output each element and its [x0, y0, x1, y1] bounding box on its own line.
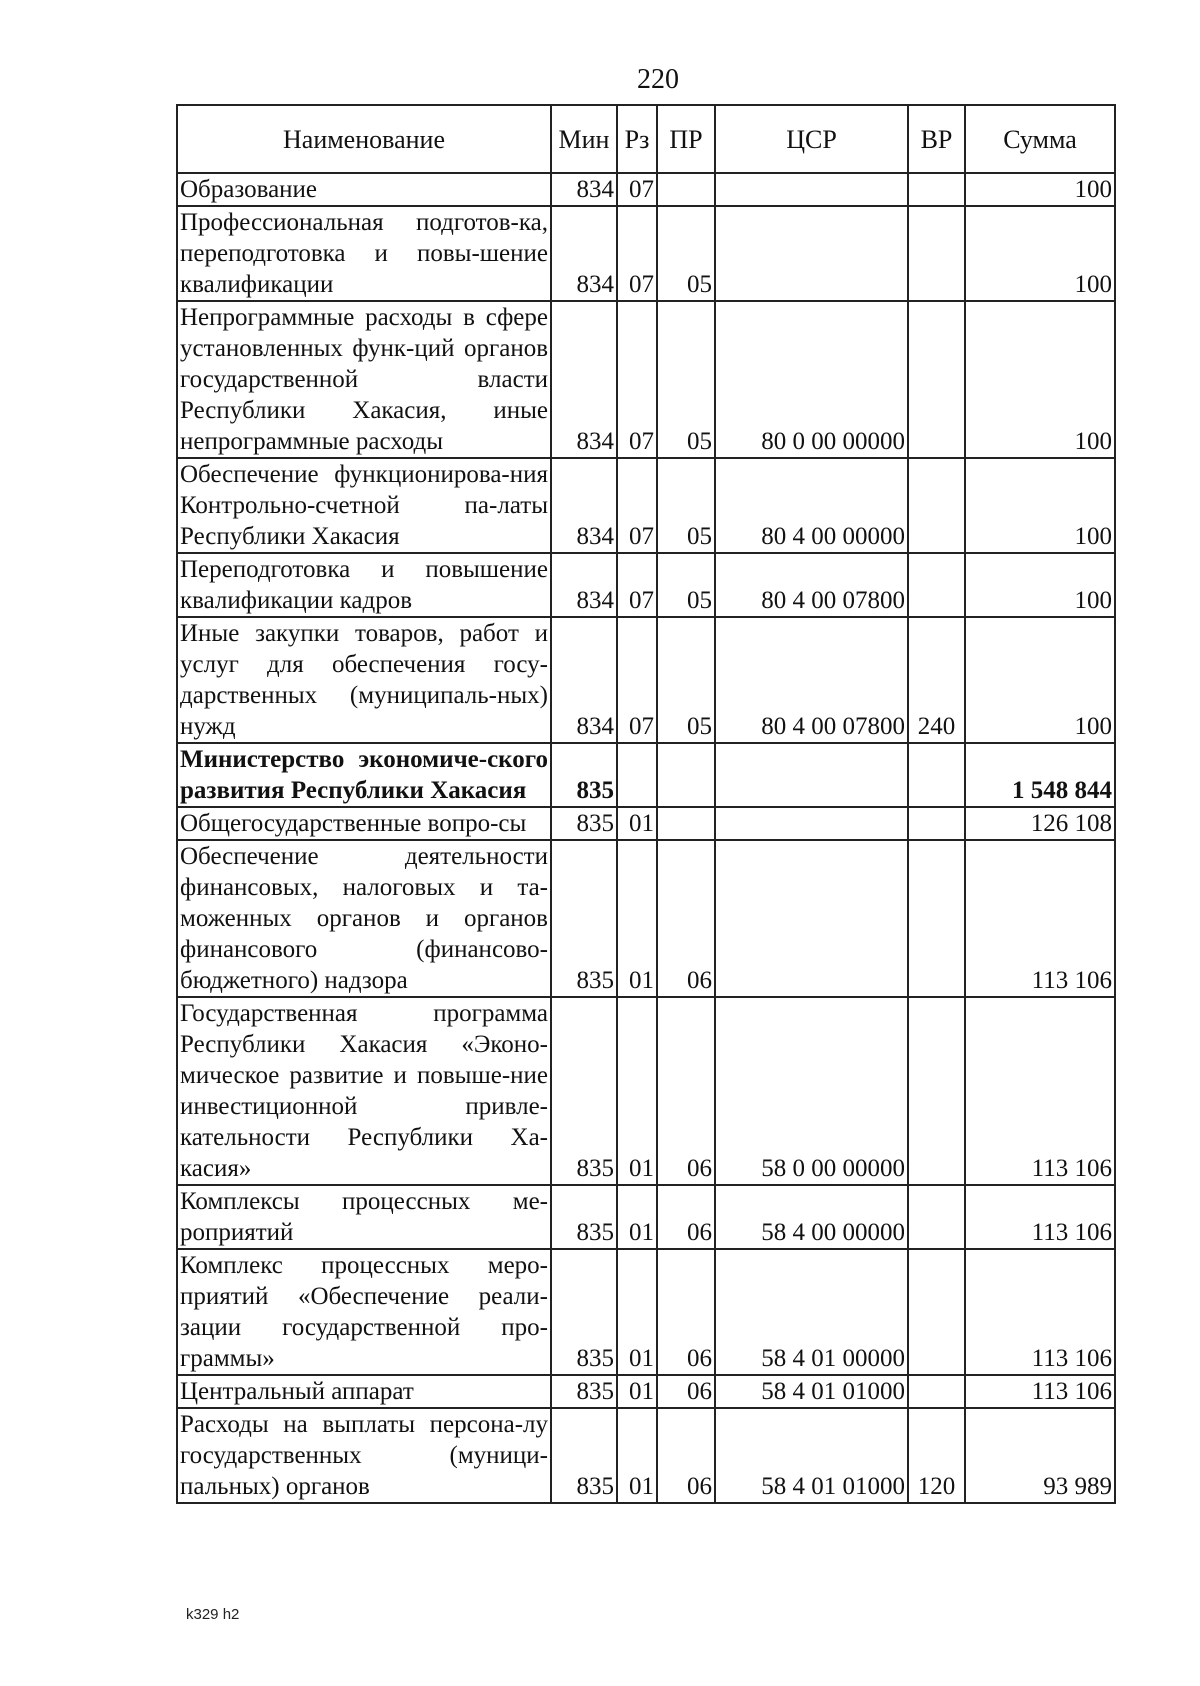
cell-pr: 05 [657, 458, 715, 553]
cell-name: Центральный аппарат [177, 1375, 551, 1408]
cell-min: 835 [551, 840, 617, 997]
header-name: Наименование [177, 105, 551, 173]
cell-pr: 05 [657, 617, 715, 743]
table-body [177, 173, 1115, 1503]
cell-pr [657, 173, 715, 206]
cell-min: 834 [551, 301, 617, 458]
cell-min: 835 [551, 1375, 617, 1408]
cell-rz: 01 [617, 1249, 657, 1375]
cell-vr [908, 1375, 965, 1408]
cell-csr: 58 4 01 01000 [715, 1375, 908, 1408]
table-row [177, 1185, 1115, 1249]
cell-rz: 01 [617, 1375, 657, 1408]
cell-name: Расходы на выплаты персона-лу государственных (муници-пальных) органов [177, 1408, 551, 1503]
cell-rz: 07 [617, 458, 657, 553]
table-row [177, 301, 1115, 458]
cell-csr [715, 173, 908, 206]
cell-vr [908, 301, 965, 458]
cell-min: 835 [551, 1408, 617, 1503]
cell-pr: 05 [657, 553, 715, 617]
cell-min: 835 [551, 1249, 617, 1375]
cell-csr [715, 743, 908, 807]
table-row [177, 743, 1115, 807]
cell-name: Обеспечение функционирова-ния Контрольно-счетной па-латы Республики Хакасия [177, 458, 551, 553]
page-number: 220 [637, 64, 679, 95]
table-header-row [177, 105, 1115, 173]
header-vr: ВР [908, 105, 965, 173]
cell-pr [657, 743, 715, 807]
cell-pr: 06 [657, 1375, 715, 1408]
header-sum: Сумма [965, 105, 1115, 173]
cell-csr: 80 4 00 07800 [715, 553, 908, 617]
cell-min: 835 [551, 1185, 617, 1249]
cell-pr: 06 [657, 1249, 715, 1375]
cell-vr [908, 173, 965, 206]
cell-vr [908, 206, 965, 301]
cell-csr: 80 4 00 07800 [715, 617, 908, 743]
cell-vr [908, 553, 965, 617]
cell-rz: 07 [617, 553, 657, 617]
cell-min: 834 [551, 206, 617, 301]
cell-csr [715, 807, 908, 840]
cell-vr [908, 1249, 965, 1375]
cell-csr [715, 206, 908, 301]
cell-pr: 06 [657, 1408, 715, 1503]
cell-sum: 1 548 844 [965, 743, 1115, 807]
cell-rz: 01 [617, 840, 657, 997]
header-csr: ЦСР [715, 105, 908, 173]
cell-rz: 07 [617, 301, 657, 458]
cell-name: Непрограммные расходы в сфере установленных функ-ций органов государственной власти Республики Хакасия, иные непрограммные расходы [177, 301, 551, 458]
cell-sum: 113 106 [965, 1375, 1115, 1408]
cell-vr: 240 [908, 617, 965, 743]
cell-min: 835 [551, 743, 617, 807]
table-row [177, 1408, 1115, 1503]
cell-sum: 113 106 [965, 997, 1115, 1185]
cell-rz: 07 [617, 206, 657, 301]
cell-name: Государственная программа Республики Хакасия «Эконо-мическое развитие и повыше-ние инвестиционной привле-кательности Республики Ха-касия» [177, 997, 551, 1185]
cell-vr [908, 743, 965, 807]
table-row [177, 1249, 1115, 1375]
footer-code: k329 h2 [186, 1606, 240, 1623]
cell-sum: 113 106 [965, 1249, 1115, 1375]
table-row [177, 1375, 1115, 1408]
table-row [177, 617, 1115, 743]
cell-vr [908, 997, 965, 1185]
table-row [177, 458, 1115, 553]
cell-csr: 80 0 00 00000 [715, 301, 908, 458]
table-row [177, 553, 1115, 617]
cell-min: 835 [551, 807, 617, 840]
cell-sum: 100 [965, 301, 1115, 458]
cell-name: Комплексы процессных ме-роприятий [177, 1185, 551, 1249]
cell-rz [617, 743, 657, 807]
cell-sum: 100 [965, 458, 1115, 553]
cell-sum: 100 [965, 553, 1115, 617]
cell-name: Профессиональная подготов-ка, переподготовка и повы-шение квалификации [177, 206, 551, 301]
cell-sum: 100 [965, 617, 1115, 743]
cell-name: Министерство экономиче-ского развития Республики Хакасия [177, 743, 551, 807]
cell-pr: 05 [657, 206, 715, 301]
header-rz: Рз [617, 105, 657, 173]
table-row [177, 840, 1115, 997]
cell-min: 835 [551, 997, 617, 1185]
budget-table [176, 104, 1116, 1504]
cell-sum: 100 [965, 206, 1115, 301]
table-row [177, 206, 1115, 301]
cell-sum: 113 106 [965, 840, 1115, 997]
cell-vr [908, 1185, 965, 1249]
cell-name: Образование [177, 173, 551, 206]
cell-rz: 07 [617, 617, 657, 743]
cell-name: Общегосударственные вопро-сы [177, 807, 551, 840]
cell-csr [715, 840, 908, 997]
cell-pr: 06 [657, 1185, 715, 1249]
cell-min: 834 [551, 173, 617, 206]
header-pr: ПР [657, 105, 715, 173]
cell-name: Комплекс процессных меро-приятий «Обеспечение реали-зации государственной про-граммы» [177, 1249, 551, 1375]
header-min: Мин [551, 105, 617, 173]
cell-pr: 05 [657, 301, 715, 458]
cell-rz: 01 [617, 1185, 657, 1249]
table-row [177, 807, 1115, 840]
cell-csr: 58 0 00 00000 [715, 997, 908, 1185]
cell-pr: 06 [657, 840, 715, 997]
cell-csr: 58 4 01 01000 [715, 1408, 908, 1503]
cell-vr [908, 458, 965, 553]
cell-vr [908, 807, 965, 840]
cell-min: 834 [551, 617, 617, 743]
cell-vr: 120 [908, 1408, 965, 1503]
cell-rz: 01 [617, 997, 657, 1185]
cell-rz: 01 [617, 807, 657, 840]
cell-pr: 06 [657, 997, 715, 1185]
cell-min: 834 [551, 553, 617, 617]
cell-sum: 113 106 [965, 1185, 1115, 1249]
cell-csr: 80 4 00 00000 [715, 458, 908, 553]
table-row [177, 173, 1115, 206]
cell-min: 834 [551, 458, 617, 553]
table-row [177, 997, 1115, 1185]
cell-csr: 58 4 00 00000 [715, 1185, 908, 1249]
cell-sum: 100 [965, 173, 1115, 206]
cell-vr [908, 840, 965, 997]
cell-csr: 58 4 01 00000 [715, 1249, 908, 1375]
cell-name: Переподготовка и повышение квалификации кадров [177, 553, 551, 617]
cell-name: Обеспечение деятельности финансовых, налоговых и та-моженных органов и органов финансового (финансово-бюджетного) надзора [177, 840, 551, 997]
cell-sum: 126 108 [965, 807, 1115, 840]
cell-sum: 93 989 [965, 1408, 1115, 1503]
cell-name: Иные закупки товаров, работ и услуг для обеспечения госу-дарственных (муниципаль-ных) нужд [177, 617, 551, 743]
cell-pr [657, 807, 715, 840]
cell-rz: 01 [617, 1408, 657, 1503]
cell-rz: 07 [617, 173, 657, 206]
